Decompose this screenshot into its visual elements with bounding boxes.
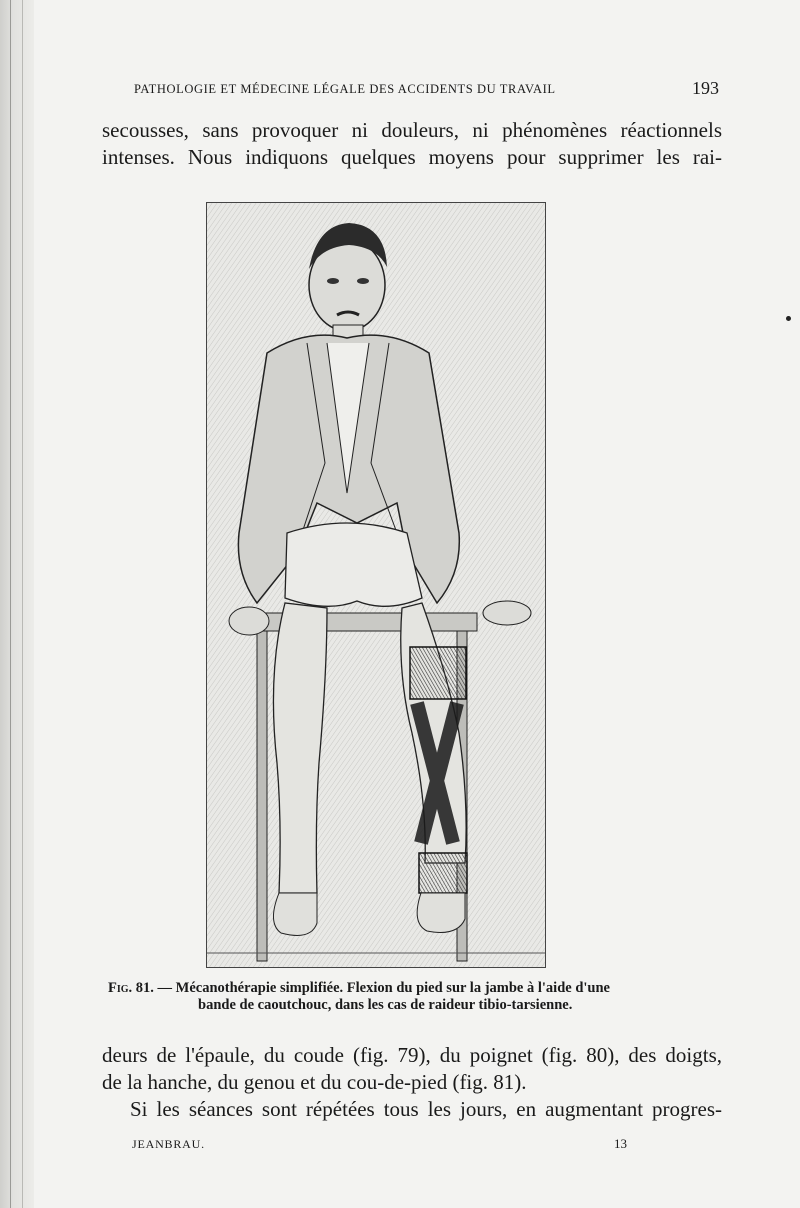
figure-illustration xyxy=(206,202,546,968)
running-head-title: PATHOLOGIE ET MÉDECINE LÉGALE DES ACCIDENTS DU TRAVAIL xyxy=(134,82,556,96)
paragraph-top xyxy=(102,117,722,171)
footer-signature: JEANBRAU. xyxy=(132,1137,205,1151)
text-line: Si les séances sont répétées tous les jours, en augmentant progres- xyxy=(130,1097,722,1121)
caption-line xyxy=(108,980,726,997)
paragraph-bottom xyxy=(102,1042,722,1123)
gutter-shadow-line xyxy=(22,0,23,1208)
figure-caption xyxy=(108,980,726,1014)
text-line: deurs de l'épaule, du coude (fig. 79), du poignet (fig. 80), des doigts, xyxy=(102,1043,722,1067)
book-gutter xyxy=(0,0,34,1208)
text-line: de la hanche, du genou et du cou-de-pied (fig. 81). xyxy=(102,1070,527,1094)
text-line: intenses. Nous indiquons quelques moyens pour supprimer les rai- xyxy=(102,145,722,169)
gutter-shadow-line xyxy=(10,0,11,1208)
book-page xyxy=(34,0,800,1208)
margin-speck xyxy=(786,316,791,321)
figure-label: Fig. 81. xyxy=(108,980,154,996)
caption-text: — Mécanothérapie simplifiée. Flexion du pied sur la jambe à l'aide d'une xyxy=(153,980,610,996)
engraving-seated-man-illustration xyxy=(207,203,545,967)
caption-line: bande de caoutchouc, dans les cas de raideur tibio-tarsienne. xyxy=(198,997,573,1013)
page-number: 193 xyxy=(692,78,719,98)
text-line: secousses, sans provoquer ni douleurs, ni phénomènes réactionnels xyxy=(102,118,722,142)
footer-sheet-number: 13 xyxy=(614,1136,627,1151)
